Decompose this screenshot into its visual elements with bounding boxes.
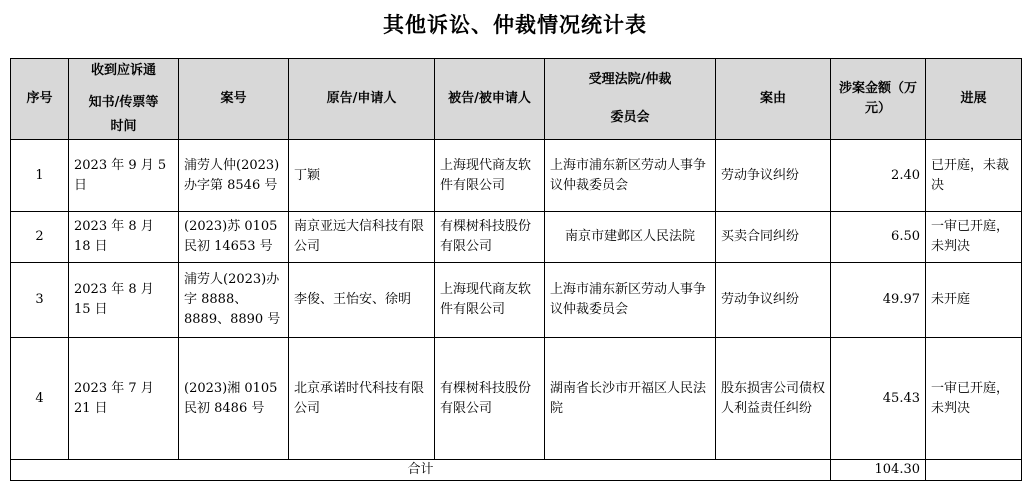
header-court-line1: 受理法院/仲裁 [588,72,672,87]
total-row [11,460,1022,481]
cell-date: 2023 年 8 月 15 日 [69,263,179,338]
cell-case-no: 浦劳人仲(2023)办字第 8546 号 [179,140,289,212]
cell-progress: 一审已开庭，未判决 [926,212,1022,263]
header-date-line1: 收到应诉通 [90,63,156,78]
cell-progress: 未开庭 [926,263,1022,338]
cell-seq: 4 [11,338,69,460]
litigation-table [10,58,1022,481]
cell-amount: 49.97 [831,263,926,338]
total-amount: 104.30 [831,460,926,481]
header-plaintiff: 原告/申请人 [289,59,435,140]
cell-plaintiff: 丁颖 [289,140,435,212]
cell-cause: 买卖合同纠纷 [716,212,831,263]
header-court-line2: 委员会 [610,110,650,125]
cell-case-no: (2023)湘 0105 民初 8486 号 [179,338,289,460]
cell-defendant: 上海现代商友软件有限公司 [435,140,545,212]
cell-cause: 劳动争议纠纷 [716,140,831,212]
header-defendant: 被告/被申请人 [435,59,545,140]
cell-seq: 2 [11,212,69,263]
header-cause: 案由 [716,59,831,140]
cell-amount: 45.43 [831,338,926,460]
cell-progress: 一审已开庭，未判决 [926,338,1022,460]
table-row [11,140,1022,212]
header-court [545,59,716,140]
header-seq: 序号 [11,59,69,140]
cell-plaintiff: 北京承诺时代科技有限公司 [289,338,435,460]
cell-seq: 1 [11,140,69,212]
page-title: 其他诉讼、仲裁情况统计表 [383,13,647,37]
cell-defendant: 有棵树科技股份有限公司 [435,212,545,263]
cell-court: 上海市浦东新区劳动人事争议仲裁委员会 [545,263,716,338]
cell-defendant: 有棵树科技股份有限公司 [435,338,545,460]
cell-plaintiff: 南京亚远大信科技有限公司 [289,212,435,263]
header-date [69,59,179,140]
cell-seq: 3 [11,263,69,338]
cell-case-no: (2023)苏 0105 民初 14653 号 [179,212,289,263]
header-date-line3: 时间 [110,119,137,134]
total-progress-empty [926,460,1022,481]
cell-court: 上海市浦东新区劳动人事争议仲裁委员会 [545,140,716,212]
cell-cause: 劳动争议纠纷 [716,263,831,338]
table-row [11,263,1022,338]
cell-case-no: 浦劳人(2023)办字 8888、8889、8890 号 [179,263,289,338]
total-label: 合计 [11,460,831,481]
table-row [11,212,1022,263]
table-row [11,338,1022,460]
cell-progress: 已开庭，未裁决 [926,140,1022,212]
header-progress: 进展 [926,59,1022,140]
cell-cause: 股东损害公司债权人利益责任纠纷 [716,338,831,460]
cell-defendant: 上海现代商友软件有限公司 [435,263,545,338]
header-case-no: 案号 [179,59,289,140]
header-amount: 涉案金额（万元） [831,59,926,140]
header-row [11,59,1022,140]
cell-court: 南京市建邺区人民法院 [545,212,716,263]
header-date-line2: 知书/传票等 [88,95,159,110]
cell-amount: 2.40 [831,140,926,212]
cell-amount: 6.50 [831,212,926,263]
cell-court: 湖南省长沙市开福区人民法院 [545,338,716,460]
cell-date: 2023 年 7 月 21 日 [69,338,179,460]
cell-plaintiff: 李俊、王怡安、徐明 [289,263,435,338]
cell-date: 2023 年 9 月 5 日 [69,140,179,212]
cell-date: 2023 年 8 月 18 日 [69,212,179,263]
